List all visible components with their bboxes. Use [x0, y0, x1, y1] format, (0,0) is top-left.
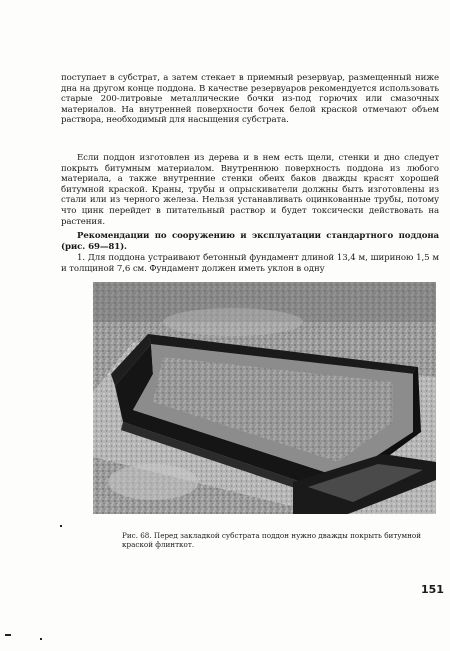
- paragraph-1: поступает в субстрат, а затем стекает в приемный резервуар, размещенный ниже дна на другом конце поддона. В качестве резервуаров рекомендуется использовать старые 200-литровые металлические бочки из-под горючих или смазочных материалов. На внутренней поверхности бочек белой краской отмечают объем раствора, необходимый для насыщения субстрата.: [61, 73, 439, 126]
- ink-speck: [5, 634, 11, 636]
- ink-speck: [60, 525, 62, 527]
- page-number: 151: [421, 583, 444, 596]
- figure-photo-trough: [93, 282, 436, 514]
- section-heading: Рекомендации по сооружению и эксплуатации стандартного поддона (рис. 69—81).: [61, 231, 439, 252]
- figure-caption: Рис. 68. Перед закладкой субстрата поддон нужно дважды покрыть битумной краской флинткот.: [122, 531, 422, 549]
- paragraph-3: 1. Для поддона устраивают бетонный фундамент длиной 13,4 м, шириною 1,5 м и толщиной 7,6 см. Фундамент должен иметь уклон в одну: [61, 253, 439, 274]
- ink-speck: [40, 638, 42, 640]
- paragraph-2: Если поддон изготовлен из дерева и в нем есть щели, стенки и дно следует покрыть битумным материалом. Внутреннюю поверхность поддона из любого материала, а также внутренние стенки обеих баков дважды красят хорошей битумной краской. Краны, трубы и опрыскиватели должны быть изготовлены из стали или из черного железа. Нельзя устанавливать оцинкованные трубы, потому что цинк перейдет в питательный раствор и будет токсически действовать на растения.: [61, 153, 439, 227]
